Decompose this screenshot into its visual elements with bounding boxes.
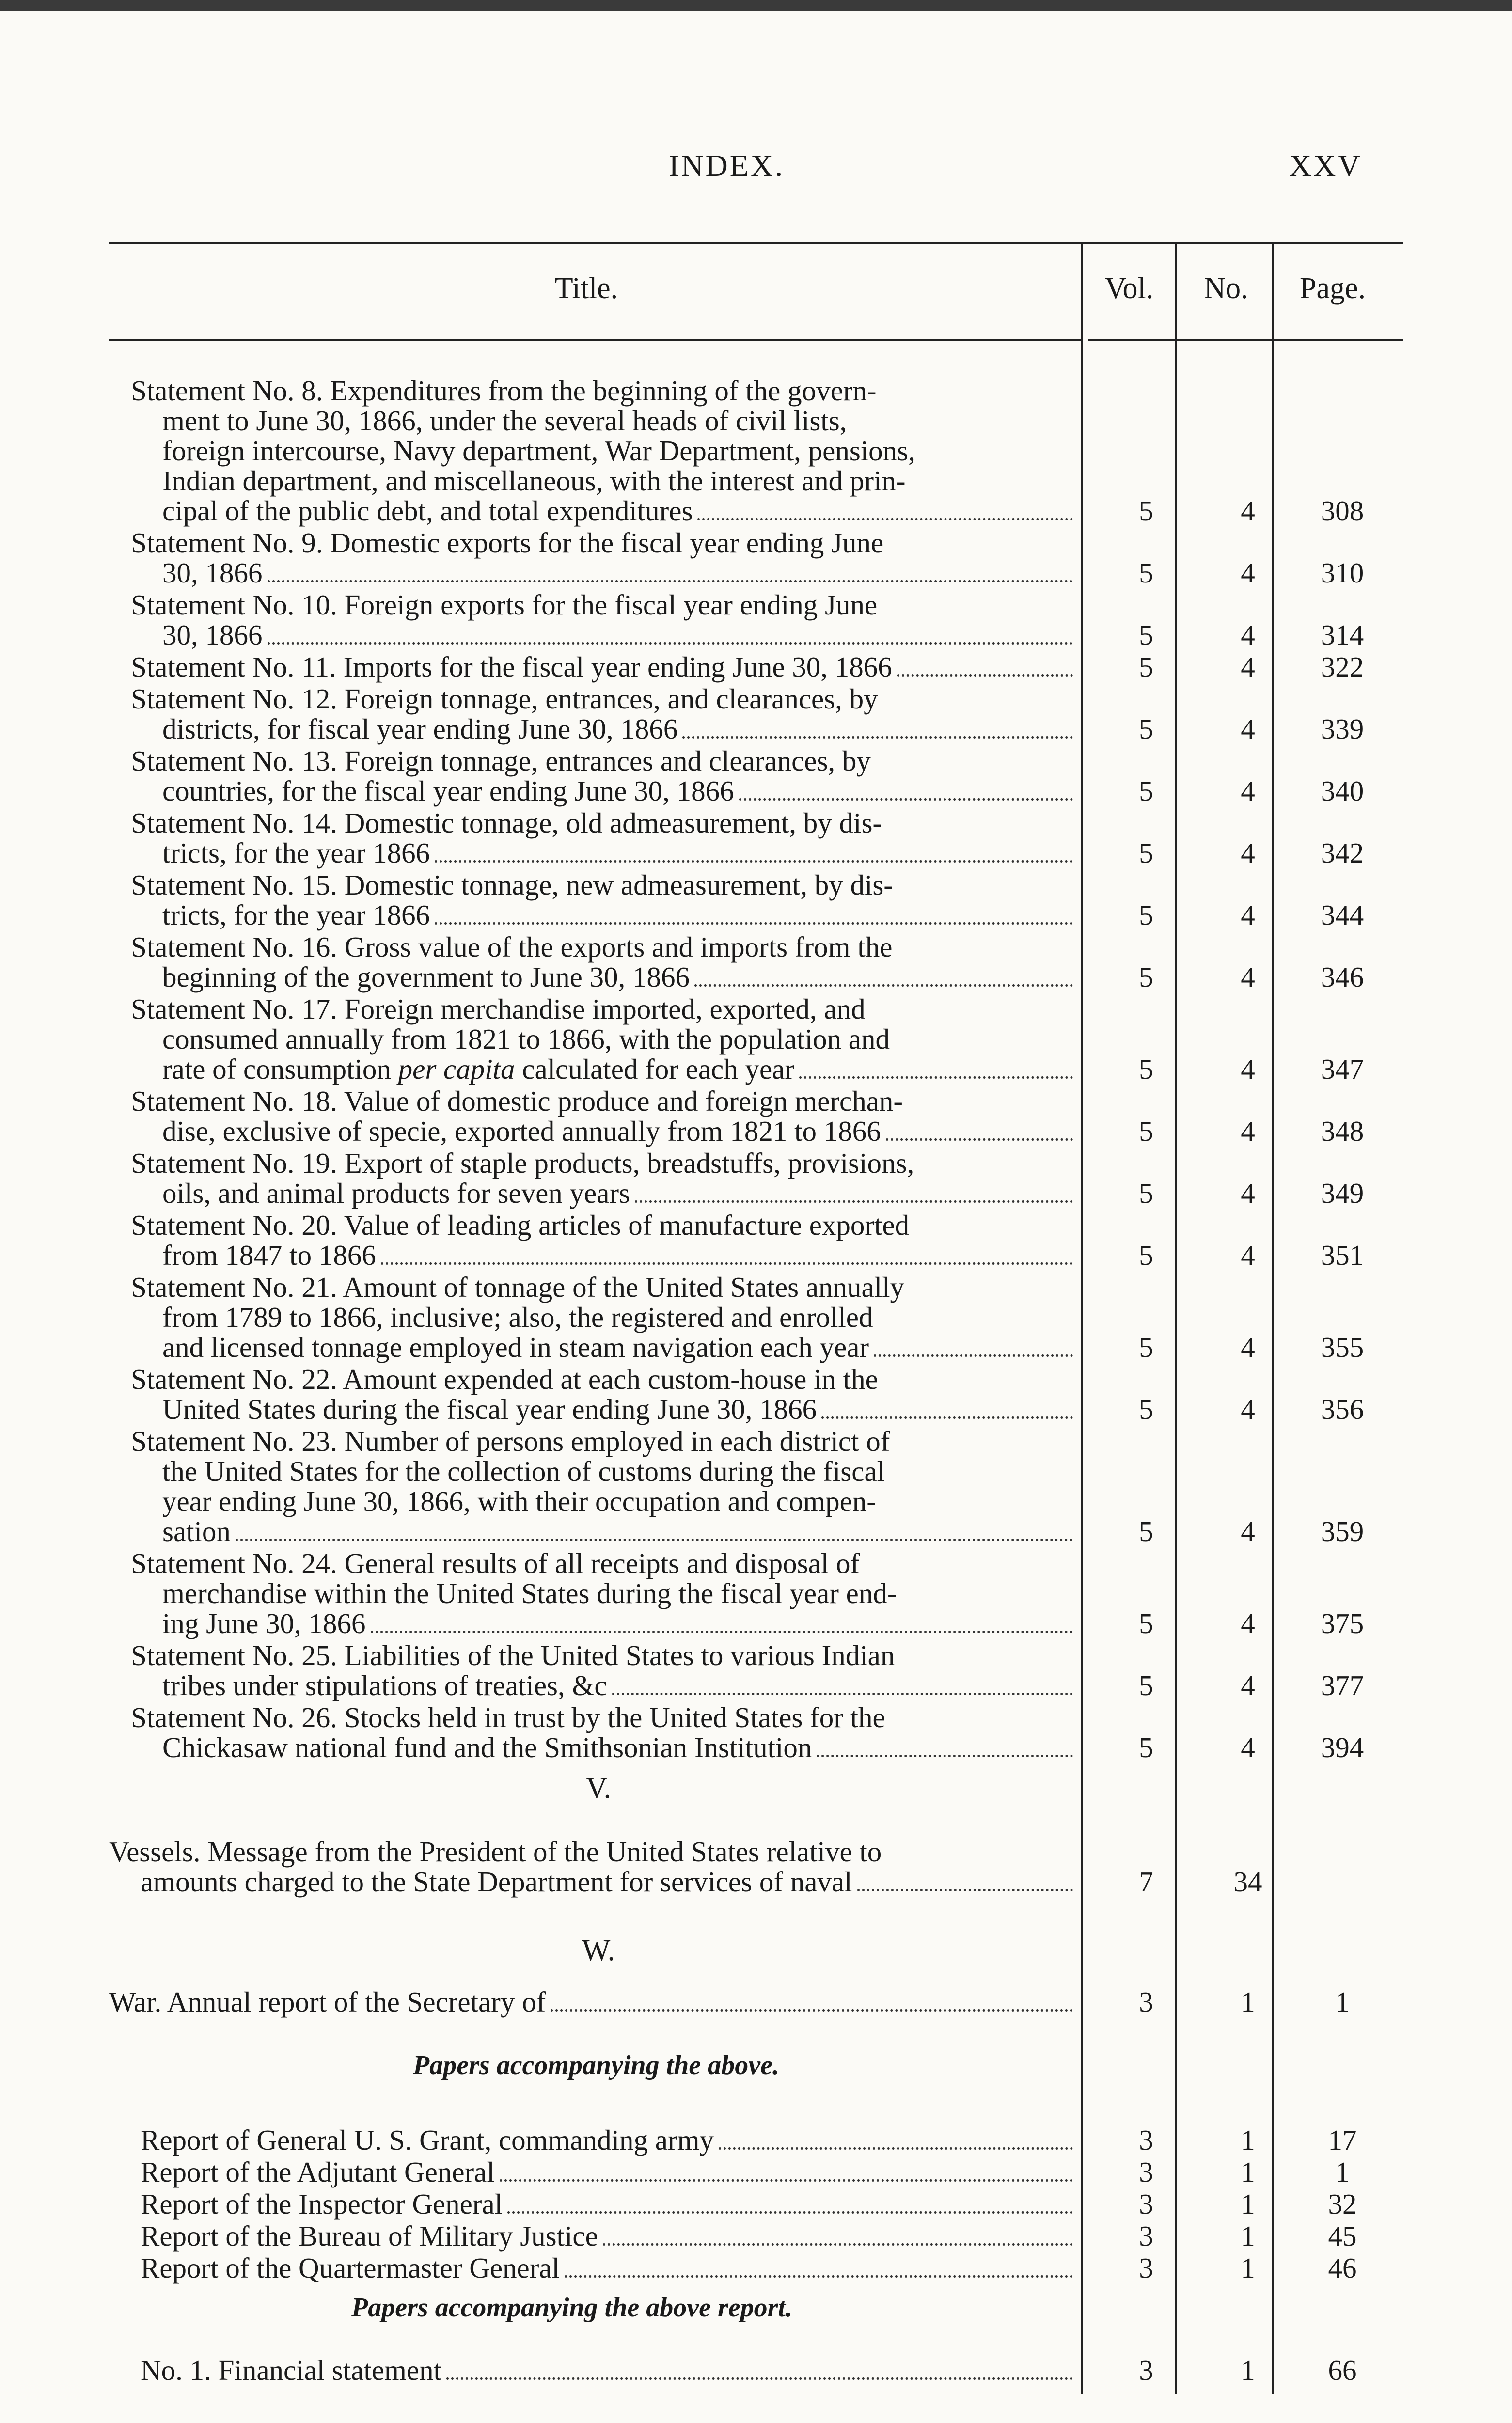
papers-heading-2: Papers accompanying the above report. (351, 2293, 792, 2323)
report-vol: 3 (1139, 2124, 1153, 2156)
statement-no: 4 (1241, 1607, 1255, 1639)
statement-line: Statement No. 21. Amount of tonnage of the United States annually (131, 1271, 904, 1303)
statement-line: countries, for the fiscal year ending June 30, 1866 (162, 775, 734, 807)
vessels-no: 34 (1233, 1866, 1262, 1898)
report-no: 1 (1241, 2220, 1255, 2252)
report-no: 1 (1241, 2252, 1255, 2284)
statement-vol: 5 (1139, 1515, 1153, 1547)
statement-line: Statement No. 15. Domestic tonnage, new admeasurement, by dis- (131, 869, 893, 901)
statement-no: 4 (1241, 1731, 1255, 1763)
statement-line: Statement No. 23. Number of persons employed in each district of (131, 1425, 890, 1457)
statement-line: Statement No. 17. Foreign merchandise imported, exported, and (131, 993, 866, 1025)
statement-no: 4 (1241, 713, 1255, 745)
statement-line: the United States for the collection of customs during the fiscal (162, 1455, 885, 1487)
statement-page: 377 (1321, 1669, 1364, 1701)
financial-vol: 3 (1139, 2354, 1153, 2386)
statement-line: dise, exclusive of specie, exported annually from 1821 to 1866 (162, 1115, 881, 1147)
header-bottom-rule-cols (1088, 339, 1403, 341)
statement-line: Statement No. 18. Value of domestic produce and foreign merchan- (131, 1085, 903, 1117)
report-page: 17 (1328, 2124, 1357, 2156)
statement-no: 4 (1241, 1053, 1255, 1085)
statement-vol: 5 (1139, 651, 1153, 683)
report-page: 1 (1335, 2156, 1350, 2188)
statement-line: 30, 1866 (162, 557, 263, 589)
report-vol: 3 (1139, 2188, 1153, 2220)
report-text: Report of General U. S. Grant, commanding army (141, 2124, 714, 2156)
statement-no: 4 (1241, 961, 1255, 993)
report-text: Report of the Quartermaster General (141, 2252, 560, 2284)
statement-page: 356 (1321, 1393, 1364, 1425)
running-head-title: INDEX. (669, 148, 785, 183)
financial-no: 1 (1241, 2354, 1255, 2386)
statement-page: 351 (1321, 1239, 1364, 1271)
statement-vol: 5 (1139, 1731, 1153, 1763)
running-head-page-number: XXV (1289, 148, 1362, 183)
statement-vol: 5 (1139, 557, 1153, 589)
report-vol: 3 (1139, 2220, 1153, 2252)
statement-vol: 5 (1139, 495, 1153, 527)
col-head-no: No. (1204, 272, 1248, 305)
report-text: Report of the Adjutant General (141, 2156, 495, 2188)
statement-page: 347 (1321, 1053, 1364, 1085)
statement-text: rate of consumption (162, 1053, 398, 1085)
report-vol: 3 (1139, 2252, 1153, 2284)
statement-page: 322 (1321, 651, 1364, 683)
statement-line: Statement No. 24. General results of all receipts and disposal of (131, 1547, 860, 1579)
war-page: 1 (1335, 1986, 1350, 2018)
statement-line: Statement No. 25. Liabilities of the United States to various Indian (131, 1639, 895, 1671)
papers-heading: Papers accompanying the above. (413, 2050, 779, 2080)
section-letter-v: V. (585, 1772, 612, 1805)
statement-line: from 1789 to 1866, inclusive; also, the registered and enrolled (162, 1301, 873, 1333)
statement-line: sation (162, 1515, 231, 1547)
report-no: 1 (1241, 2124, 1255, 2156)
report-text: Report of the Bureau of Military Justice (141, 2220, 598, 2252)
statement-page: 348 (1321, 1115, 1364, 1147)
statement-vol: 5 (1139, 1177, 1153, 1209)
report-page: 32 (1328, 2188, 1357, 2220)
report-no: 1 (1241, 2188, 1255, 2220)
report-vol: 3 (1139, 2156, 1153, 2188)
statement-line: from 1847 to 1866 (162, 1239, 376, 1271)
statement-no: 4 (1241, 1177, 1255, 1209)
statement-line: Statement No. 12. Foreign tonnage, entrances, and clearances, by (131, 683, 878, 715)
statement-line: Statement No. 22. Amount expended at each custom-house in the (131, 1363, 878, 1395)
top-scan-edge (0, 0, 1512, 11)
statement-line: beginning of the government to June 30, 1866 (162, 961, 690, 993)
statement-line: tribes under stipulations of treaties, &c (162, 1669, 607, 1701)
statement-page: 339 (1321, 713, 1364, 745)
statement-no: 4 (1241, 837, 1255, 869)
statement-line: year ending June 30, 1866, with their occupation and compen- (162, 1485, 876, 1517)
statement-no: 4 (1241, 775, 1255, 807)
war-text: War. Annual report of the Secretary of (109, 1986, 546, 2018)
statement-line: cipal of the public debt, and total expenditures (162, 495, 693, 527)
war-no: 1 (1241, 1986, 1255, 2018)
statement-line: foreign intercourse, Navy department, War Department, pensions, (162, 435, 915, 467)
statement-page: 340 (1321, 775, 1364, 807)
statement-line: Statement No. 19. Export of staple products, breadstuffs, provisions, (131, 1147, 914, 1179)
statement-vol: 5 (1139, 619, 1153, 651)
statement-page: 308 (1321, 495, 1364, 527)
statement-no: 4 (1241, 1669, 1255, 1701)
statement-line: Statement No. 16. Gross value of the exports and imports from the (131, 931, 893, 963)
vessels-line-1: Vessels. Message from the President of the United States relative to (109, 1836, 882, 1868)
statement-vol: 5 (1139, 899, 1153, 931)
statement-page: 349 (1321, 1177, 1364, 1209)
statement-page: 355 (1321, 1331, 1364, 1363)
statement-vol: 5 (1139, 775, 1153, 807)
statement-no: 4 (1241, 1393, 1255, 1425)
statement-page: 346 (1321, 961, 1364, 993)
col-head-page: Page. (1299, 272, 1366, 305)
statement-page: 375 (1321, 1607, 1364, 1639)
statement-line: Statement No. 13. Foreign tonnage, entrances and clearances, by (131, 745, 871, 777)
statement-line: Statement No. 11. Imports for the fiscal year ending June 30, 1866 (131, 651, 892, 683)
statement-line: 30, 1866 (162, 619, 263, 651)
vessels-vol: 7 (1139, 1866, 1153, 1898)
statement-line: ment to June 30, 1866, under the several heads of civil lists, (162, 405, 847, 437)
statement-no: 4 (1241, 1515, 1255, 1547)
statement-italic-text: per capita (398, 1053, 515, 1085)
statement-line: districts, for fiscal year ending June 30, 1866 (162, 713, 678, 745)
statement-no: 4 (1241, 557, 1255, 589)
statement-line (162, 1054, 794, 1084)
statement-page: 344 (1321, 899, 1364, 931)
statement-line: Statement No. 14. Domestic tonnage, old admeasurement, by dis- (131, 807, 882, 839)
statement-page: 394 (1321, 1731, 1364, 1763)
statement-line: tricts, for the year 1866 (162, 837, 430, 869)
statement-vol: 5 (1139, 1669, 1153, 1701)
statement-page: 314 (1321, 619, 1364, 651)
statement-vol: 5 (1139, 837, 1153, 869)
col-head-vol: Vol. (1104, 272, 1154, 305)
statement-no: 4 (1241, 1239, 1255, 1271)
statement-line: Statement No. 10. Foreign exports for the fiscal year ending June (131, 589, 878, 621)
statement-vol: 5 (1139, 1607, 1153, 1639)
vessels-line-2: amounts charged to the State Department for services of naval (141, 1866, 852, 1898)
statement-no: 4 (1241, 1115, 1255, 1147)
statement-line: merchandise within the United States during the fiscal year end- (162, 1577, 897, 1609)
statement-line: Chickasaw national fund and the Smithsonian Institution (162, 1731, 812, 1763)
financial-page: 66 (1328, 2354, 1357, 2386)
statement-page: 310 (1321, 557, 1364, 589)
col-head-title: Title. (554, 272, 618, 305)
statement-vol: 5 (1139, 713, 1153, 745)
statement-line: and licensed tonnage employed in steam navigation each year (162, 1331, 869, 1363)
statement-page: 359 (1321, 1515, 1364, 1547)
statement-vol: 5 (1139, 1115, 1153, 1147)
statement-line: oils, and animal products for seven years (162, 1177, 630, 1209)
statement-vol: 5 (1139, 961, 1153, 993)
header-bottom-rule-title (109, 339, 1083, 341)
report-no: 1 (1241, 2156, 1255, 2188)
statement-line: Statement No. 8. Expenditures from the beginning of the govern- (131, 375, 877, 407)
statement-no: 4 (1241, 619, 1255, 651)
statement-line: consumed annually from 1821 to 1866, with the population and (162, 1023, 890, 1055)
statement-page: 342 (1321, 837, 1364, 869)
war-vol: 3 (1139, 1986, 1153, 2018)
statement-no: 4 (1241, 651, 1255, 683)
report-text: Report of the Inspector General (141, 2188, 503, 2220)
table-top-rule (109, 242, 1403, 244)
statement-no: 4 (1241, 1331, 1255, 1363)
financial-text: No. 1. Financial statement (141, 2354, 441, 2386)
report-page: 45 (1328, 2220, 1357, 2252)
section-letter-w: W. (582, 1934, 615, 1967)
statement-line: Indian department, and miscellaneous, with the interest and prin- (162, 465, 906, 497)
statement-no: 4 (1241, 899, 1255, 931)
statement-line: Statement No. 9. Domestic exports for the fiscal year ending June (131, 527, 884, 559)
statement-vol: 5 (1139, 1331, 1153, 1363)
statement-line: Statement No. 20. Value of leading articles of manufacture exported (131, 1209, 910, 1241)
statement-line: tricts, for the year 1866 (162, 899, 430, 931)
statement-vol: 5 (1139, 1239, 1153, 1271)
statement-no: 4 (1241, 495, 1255, 527)
statement-line: United States during the fiscal year ending June 30, 1866 (162, 1393, 817, 1425)
report-page: 46 (1328, 2252, 1357, 2284)
statement-vol: 5 (1139, 1393, 1153, 1425)
statement-text: calculated for each year (515, 1053, 795, 1085)
statement-line: ing June 30, 1866 (162, 1607, 366, 1639)
statement-vol: 5 (1139, 1053, 1153, 1085)
statement-line: Statement No. 26. Stocks held in trust by the United States for the (131, 1701, 885, 1733)
